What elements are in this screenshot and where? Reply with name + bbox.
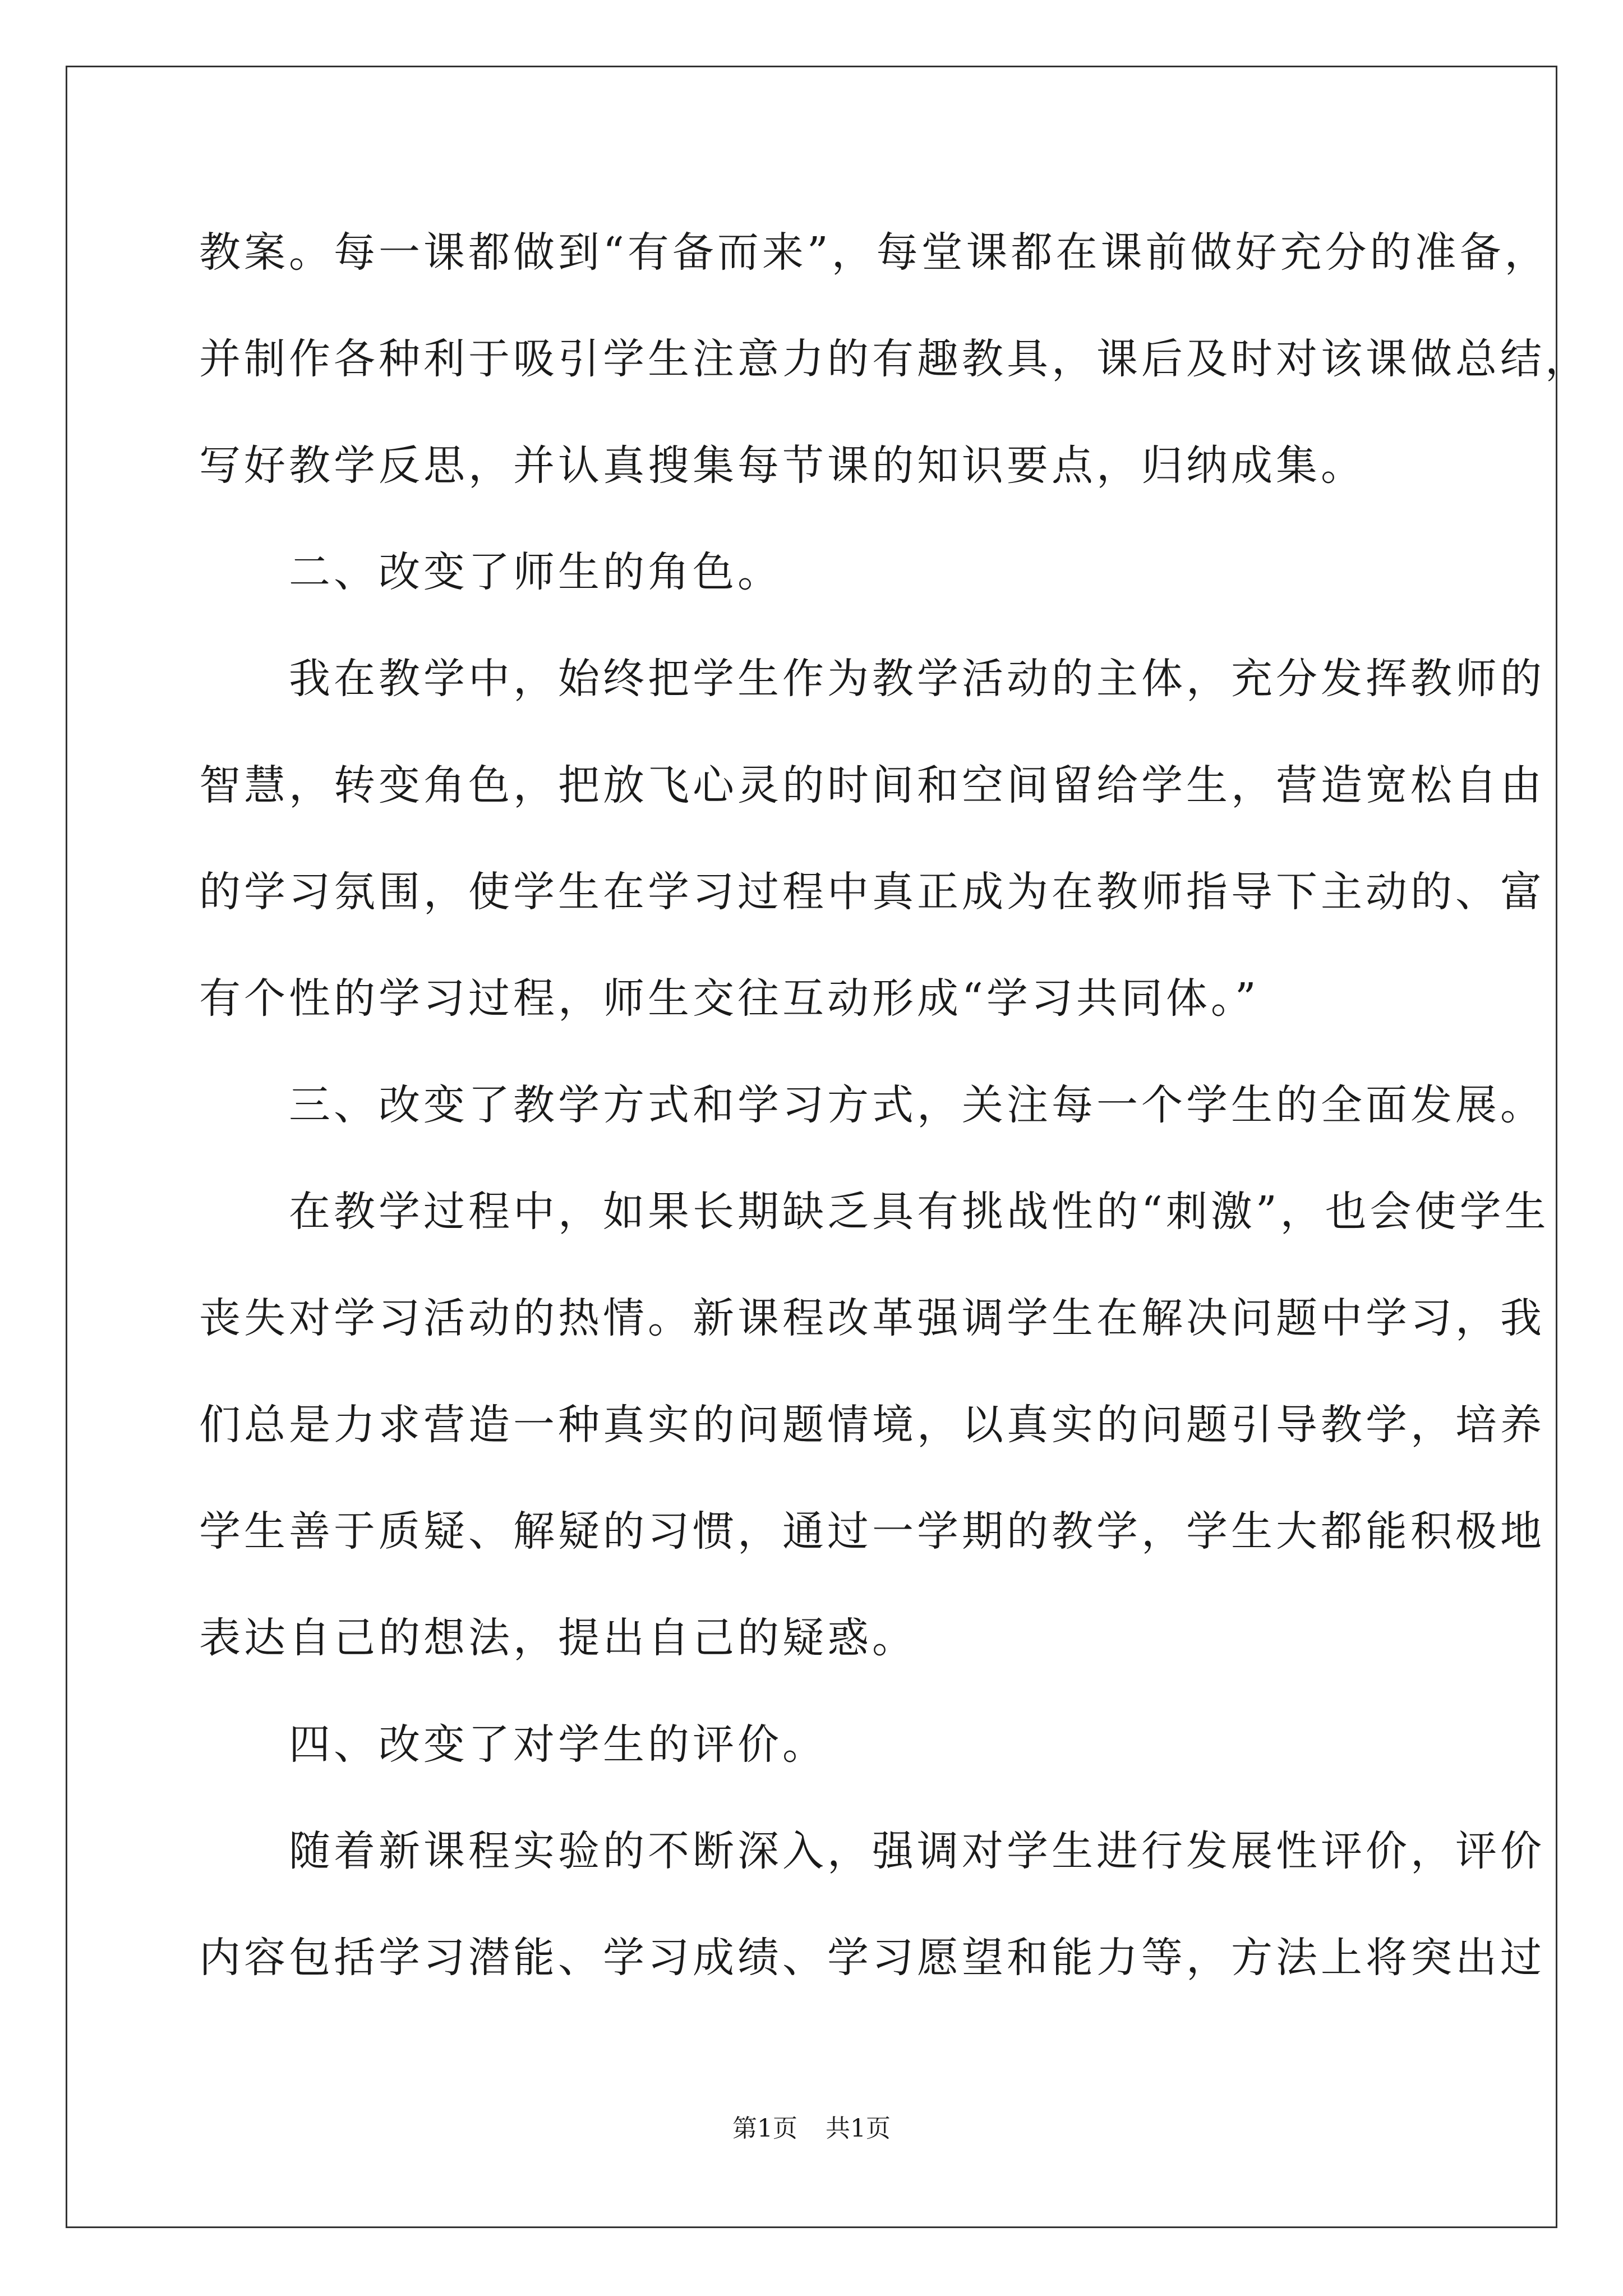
text-line: 们总是力求营造一种真实的问题情境，以真实的问题引导教学，培养 [199, 1401, 1545, 1449]
text-line: 随着新课程实验的不断深入，强调对学生进行发展性评价，评价 [199, 1827, 1545, 1875]
text-line: 我在教学中，始终把学生作为教学活动的主体，充分发挥教师的 [199, 655, 1545, 703]
text-line: 在教学过程中，如果长期缺乏具有挑战性的“刺激”，也会使学生 [199, 1188, 1550, 1236]
section-heading: 四、改变了对学生的评价。 [199, 1720, 827, 1769]
text-line: 表达自己的想法，提出自己的疑惑。 [199, 1614, 917, 1662]
text-line: 内容包括学习潜能、学习成绩、学习愿望和能力等，方法上将突出过 [199, 1934, 1545, 1982]
text-line: 有个性的学习过程，师生交往互动形成“学习共同体。” [199, 974, 1260, 1023]
section-heading: 三、改变了教学方式和学习方式，关注每一个学生的全面发展。 [199, 1081, 1545, 1129]
text-line: 并制作各种利于吸引学生注意力的有趣教具，课后及时对该课做总结， [199, 335, 1590, 383]
page-footer [0, 2112, 1623, 2146]
text-line: 学生善于质疑、解疑的习惯，通过一学期的教学，学生大都能积极地 [199, 1507, 1545, 1556]
document-body [199, 210, 1590, 2022]
text-line: 的学习氛围，使学生在学习过程中真正成为在教师指导下主动的、富 [199, 868, 1545, 916]
section-heading: 二、改变了师生的角色。 [199, 548, 782, 596]
page-number: 第1页 [732, 2114, 797, 2143]
page-total: 共1页 [826, 2114, 891, 2143]
text-line: 教案。每一课都做到“有备而来”，每堂课都在课前做好充分的准备， [199, 228, 1550, 277]
text-line: 智慧，转变角色，把放飞心灵的时间和空间留给学生，营造宽松自由 [199, 761, 1545, 809]
text-line: 丧失对学习活动的热情。新课程改革强调学生在解决问题中学习，我 [199, 1294, 1545, 1342]
text-line: 写好教学反思，并认真搜集每节课的知识要点，归纳成集。 [199, 441, 1366, 490]
